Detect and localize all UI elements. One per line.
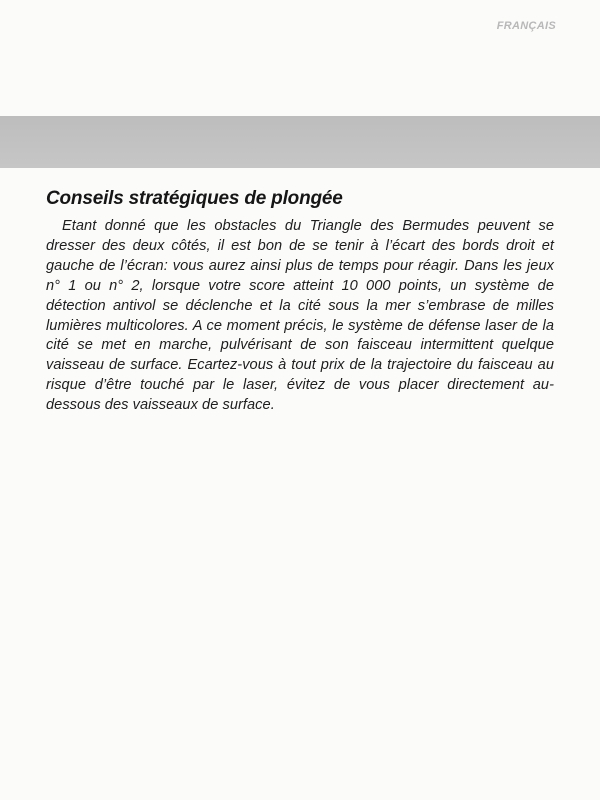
section-title: Conseils stratégiques de plongée	[46, 188, 343, 209]
header-band	[0, 116, 600, 168]
body-paragraph: Etant donné que les obstacles du Triangle des Bermudes peuvent se dresser des deux côtés, il est bon de se tenir à l’écart des bords droit et gauche de l’écran: vous aurez ainsi plus de temps pour réagir. Dans les jeux n° 1 ou n° 2, lorsque votre score atteint 10 000 points, un système de détection antivol se déclenche et la cité sous la mer s’embrase de milles lumières multicolores. A ce moment précis, le système de défense laser de la cité se met en marche, pulvérisant de son faisceau intermittent quelque vaisseau de surface. Ecartez-vous à tout prix de la trajectoire du faisceau au risque d’être touché par le laser, évitez de vous placer directement au-dessous des vaisseaux de surface.	[46, 218, 554, 414]
language-label: FRANÇAIS	[496, 20, 556, 32]
